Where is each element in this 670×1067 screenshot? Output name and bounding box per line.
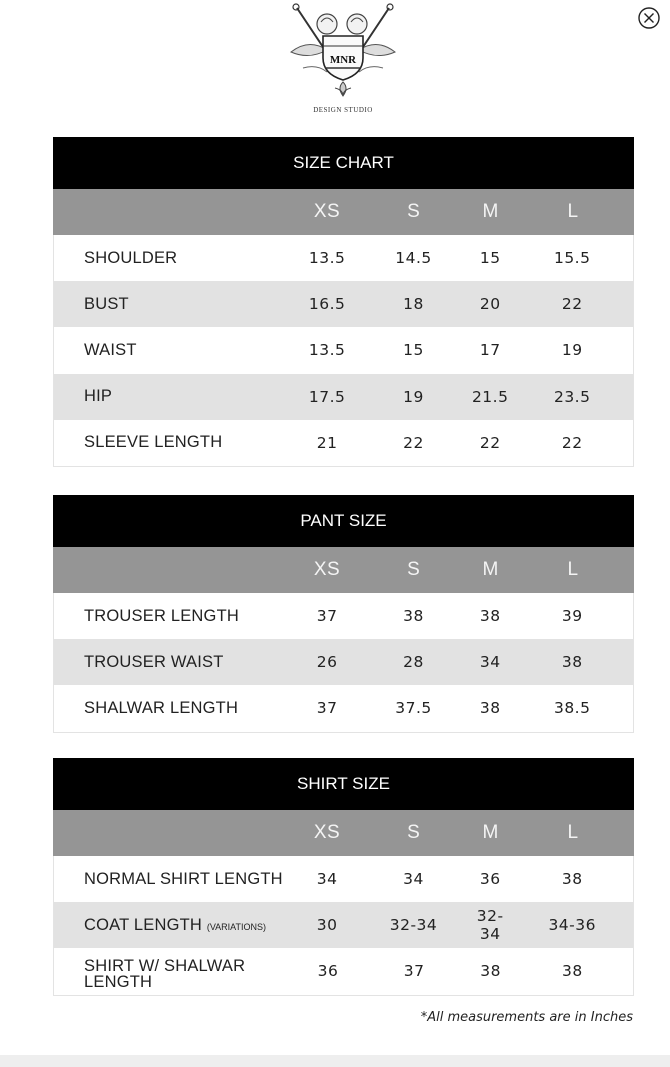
table-row [54, 281, 633, 327]
row-label: WAIST [84, 340, 137, 359]
row-label: BUST [84, 294, 129, 313]
cell-l: 38 [561, 653, 583, 672]
cell-m: 38 [479, 699, 501, 718]
header-xs: XS [313, 201, 341, 222]
table-header-row [53, 547, 634, 593]
table-row [54, 593, 633, 639]
cell-xs: 36 [317, 962, 339, 981]
cell-s: 38 [403, 607, 424, 626]
header-s: S [407, 559, 421, 580]
row-label: TROUSER WAIST [84, 652, 224, 671]
cell-xs: 34 [316, 870, 338, 889]
table-title: SHIRT SIZE [53, 758, 634, 810]
cell-s: 28 [403, 653, 424, 672]
pant-size-table [53, 495, 634, 733]
cell-l: 22 [561, 433, 583, 452]
header-xs: XS [313, 559, 341, 580]
cell-s: 37 [403, 962, 425, 981]
cell-l: 39 [561, 607, 583, 626]
table-row [54, 856, 633, 902]
row-label: SHIRT W/ SHALWAR LENGTH [84, 957, 246, 992]
cell-m: 38 [480, 962, 501, 981]
header-xs: XS [313, 822, 341, 843]
cell-l: 15.5 [553, 249, 591, 268]
cell-xs: 13.5 [308, 249, 346, 268]
cell-l: 38 [561, 870, 583, 889]
table-row [54, 374, 633, 420]
table-row [54, 685, 633, 731]
cell-s: 34 [403, 870, 424, 889]
cell-xs: 17.5 [308, 387, 346, 406]
table-title: SIZE CHART [53, 137, 634, 189]
header-s: S [407, 822, 421, 843]
close-icon[interactable] [637, 6, 661, 30]
cell-xs: 37 [316, 607, 338, 626]
cell-m: 32-34 [476, 907, 504, 944]
header-s: S [407, 201, 421, 222]
row-label: HIP [84, 387, 113, 406]
header-m: M [482, 822, 499, 843]
cell-m: 21.5 [471, 387, 509, 406]
cell-m: 34 [479, 653, 501, 672]
cell-xs: 37 [316, 699, 338, 718]
cell-s: 18 [403, 295, 424, 314]
cell-xs: 13.5 [308, 341, 346, 360]
measurement-footnote: *All measurements are in Inches [420, 1010, 633, 1025]
row-label: SHOULDER [84, 248, 178, 267]
cell-l: 23.5 [553, 387, 591, 406]
row-label-note: (VARIATIONS) [206, 921, 266, 932]
cell-m: 38 [479, 607, 501, 626]
row-label: NORMAL SHIRT LENGTH [84, 869, 283, 888]
header-m: M [482, 559, 499, 580]
cell-s: 14.5 [395, 249, 432, 268]
row-label-text: COAT LENGTH [84, 915, 203, 934]
cell-m: 20 [479, 295, 501, 314]
cell-xs: 30 [316, 916, 338, 935]
cell-l: 38.5 [553, 699, 591, 718]
header-m: M [482, 201, 499, 222]
cell-m: 17 [479, 341, 501, 360]
cell-s: 37.5 [395, 699, 432, 718]
cell-s: 19 [403, 387, 424, 406]
cell-l: 22 [561, 295, 583, 314]
cell-l: 34-36 [548, 916, 596, 935]
logo-text: MNR [329, 54, 357, 66]
row-label: SHALWAR LENGTH [84, 698, 239, 717]
header-l: L [567, 201, 579, 222]
table-row [54, 639, 633, 685]
table-row [54, 327, 633, 373]
cell-m: 15 [479, 249, 501, 268]
header-l: L [567, 559, 579, 580]
cell-xs: 26 [316, 653, 338, 672]
table-row [54, 420, 633, 466]
table-row [54, 948, 633, 994]
row-label: SLEEVE LENGTH [84, 433, 223, 452]
bottom-bar [0, 1055, 670, 1067]
brand-logo [283, 2, 403, 120]
header-l: L [567, 822, 579, 843]
row-label: TROUSER LENGTH [84, 606, 239, 625]
cell-s: 15 [403, 341, 424, 360]
logo-tagline: DESIGN STUDIO [313, 106, 373, 114]
cell-m: 22 [479, 433, 501, 452]
table-title: PANT SIZE [53, 495, 634, 547]
cell-s: 22 [403, 433, 424, 452]
cell-xs: 16.5 [308, 295, 346, 314]
cell-l: 38 [562, 962, 583, 981]
row-label [54, 916, 296, 935]
table-header-row [53, 189, 634, 235]
cell-s: 32-34 [389, 916, 438, 935]
shirt-size-table [53, 758, 634, 996]
cell-m: 36 [479, 870, 501, 889]
table-row [54, 902, 633, 948]
cell-l: 19 [561, 341, 583, 360]
table-header-row [53, 810, 634, 856]
table-row [54, 235, 633, 281]
cell-xs: 21 [316, 433, 338, 452]
size-chart-table [53, 137, 634, 467]
